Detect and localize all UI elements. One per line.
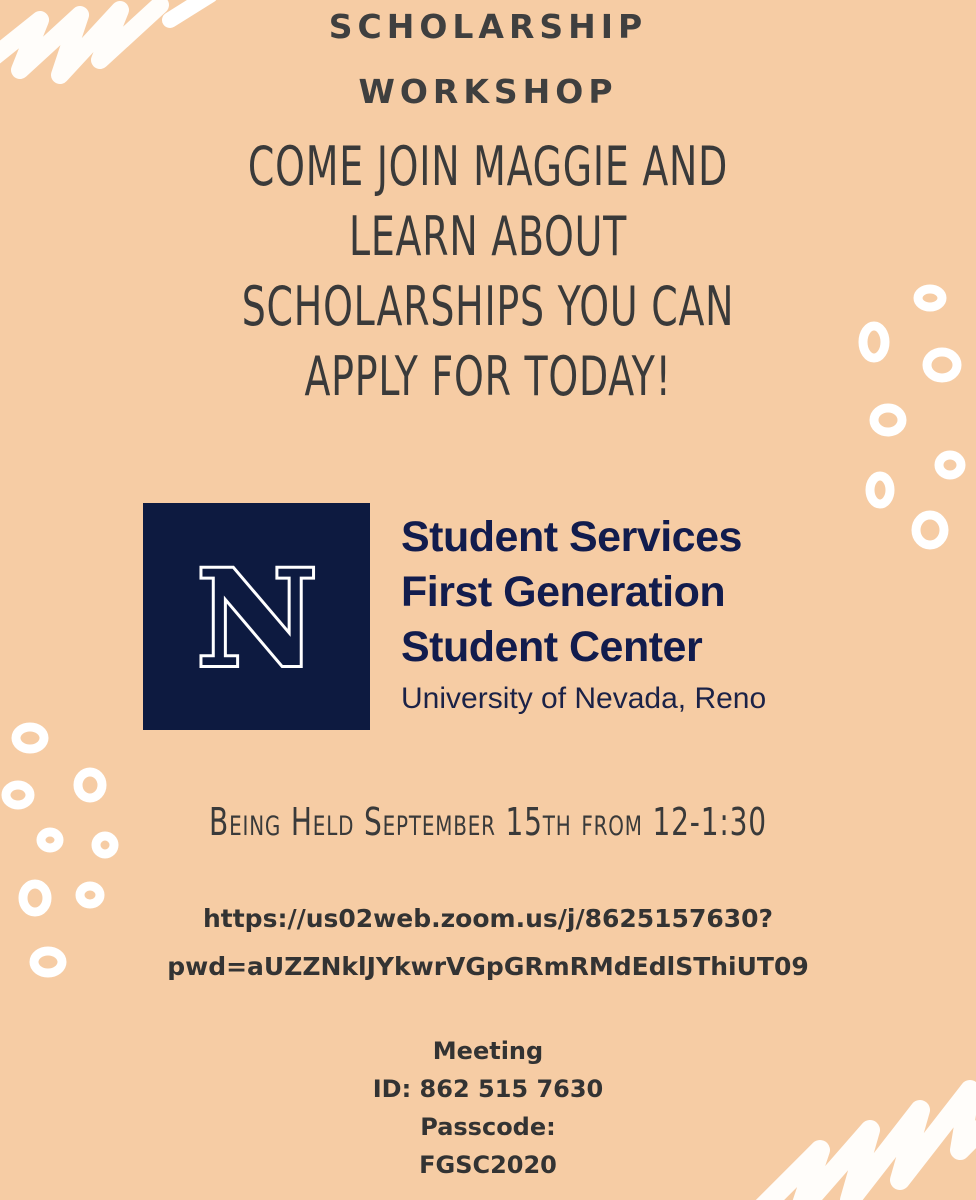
headline-line-1: COME JOIN MAGGIE AND — [247, 135, 729, 198]
headline-line-3: SCHOLARSHIPS YOU CAN — [241, 275, 735, 338]
headline-line-2: LEARN ABOUT — [348, 205, 628, 268]
meeting-info — [0, 1032, 976, 1184]
logo-line-3: Student Center — [401, 623, 703, 671]
passcode-value: FGSC2020 — [419, 1151, 557, 1179]
logo-university: University of Nevada, Reno — [401, 682, 767, 715]
university-logo-emblem — [143, 503, 370, 730]
title-line-2: WORKSHOP — [358, 72, 618, 111]
logo-line-1: Student Services — [401, 513, 742, 561]
zoom-link-line-1[interactable]: https://us02web.zoom.us/j/8625157630? — [202, 904, 774, 933]
logo-wordmark — [401, 510, 766, 719]
headline — [107, 132, 868, 412]
logo-line-2: First Generation — [401, 568, 726, 616]
zoom-link[interactable] — [0, 895, 976, 991]
emblem-letter: N — [196, 556, 317, 677]
meeting-label: Meeting — [432, 1037, 544, 1065]
zoom-link-line-2[interactable]: pwd=aUZZNklJYkwrVGpGRmRMdEdlSThiUT09 — [167, 952, 809, 981]
event-title — [0, 7, 976, 140]
passcode-label: Passcode: — [420, 1113, 556, 1141]
headline-line-4: APPLY FOR TODAY! — [304, 345, 672, 408]
dots-right-decoration — [850, 280, 976, 560]
block-n-icon — [182, 557, 332, 677]
meeting-id: ID: 862 515 7630 — [372, 1075, 604, 1103]
title-line-1: SCHOLARSHIP — [328, 7, 648, 46]
event-schedule: Being Held September 15th from 12-1:30 — [209, 800, 767, 844]
